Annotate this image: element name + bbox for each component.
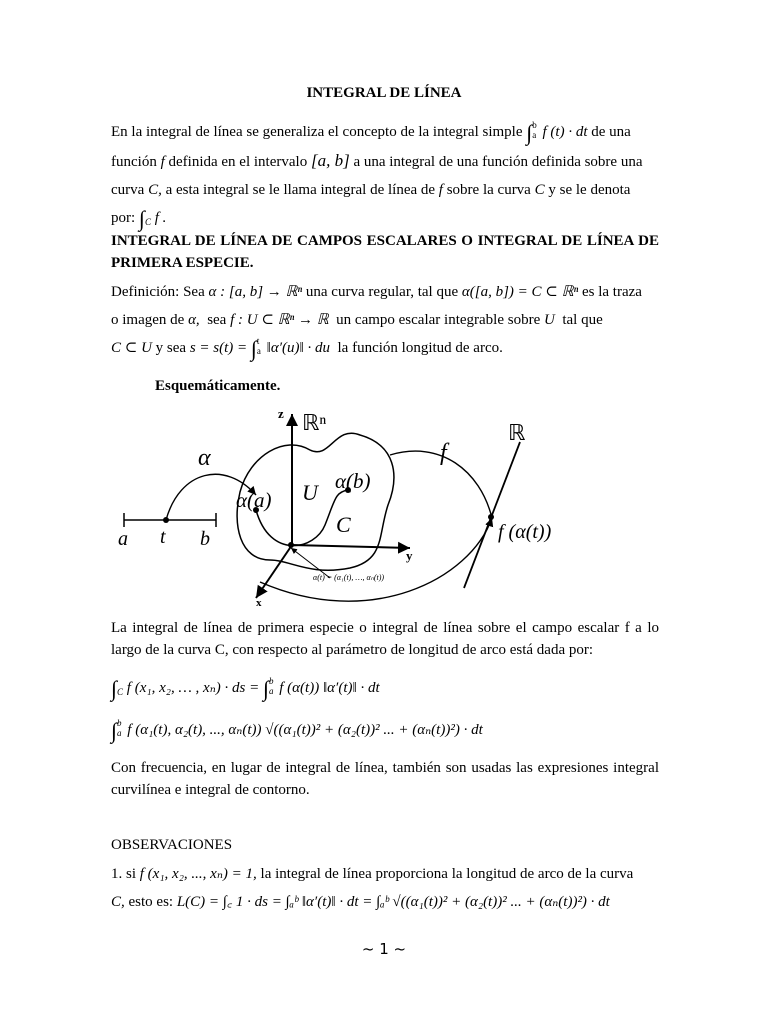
symbol-f: f — [438, 182, 443, 198]
intro-paragraph — [111, 118, 659, 236]
integral-sign: ∫ — [250, 336, 257, 361]
x-axis — [256, 545, 292, 598]
label-f: f — [440, 440, 447, 466]
equation-1-lhs: f (x₁, x₂, … , xₙ) · ds = — [126, 680, 260, 696]
equation-2-body: f (α₁(t), α₂(t), ..., αₙ(t)) √((α₁(t))² + (α₂(t))² ... + (αₙ(t))²) · dt — [127, 722, 483, 738]
y-axis — [292, 545, 410, 548]
label-rn: ℝⁿ — [302, 410, 327, 435]
definition-line-1 — [111, 278, 659, 306]
definition-line-3: C ⊂ U y sea s = s(t) = ∫t a ‖α′(u)‖ · du la función longitud de arco. — [111, 336, 503, 361]
label-alpha-t-def: α(t) = (α₁(t), …, αₙ(t)) — [313, 573, 385, 582]
equation-2: ∫b a f (α₁(t), α₂(t), ..., αₙ(t)) √((α₁(t))² + (α₂(t))² ... + (αₙ(t))²) · dt — [111, 718, 483, 743]
obs-condition: f (x₁, x₂, ..., xₙ) = 1, — [139, 866, 257, 882]
obs-text: la integral de línea proporciona la longitud de arco de la curva — [260, 866, 634, 882]
obs-text: 1. si — [111, 866, 137, 882]
curve-map: α : [a, b] → ℝⁿ — [208, 284, 303, 300]
symbol-C: C, — [111, 894, 125, 910]
schematic-label: Esquemáticamente. — [155, 378, 281, 394]
symbol-f: f — [160, 154, 165, 170]
label-alpha: α — [198, 445, 211, 471]
label-z: z — [278, 406, 284, 421]
obs-text: esto es: — [128, 894, 174, 910]
symbol-C: C, — [148, 182, 162, 198]
f-arrow-lower — [260, 518, 492, 601]
intro-text: curva — [111, 182, 145, 198]
section-heading: INTEGRAL DE LÍNEA DE CAMPOS ESCALARES O INTEGRAL DE LÍNEA DE PRIMERA ESPECIE. — [111, 233, 659, 271]
label-a: a — [118, 528, 128, 550]
interval: [a, b] — [310, 151, 350, 170]
observation-1-line-1 — [111, 860, 659, 888]
integral-sign: ∫ — [526, 120, 533, 145]
page-number: ~ 1 ~ — [361, 940, 407, 958]
intro-text: a una integral de una función definida sobre una — [353, 154, 643, 170]
curve-trace: α([a, b]) = C ⊂ ℝⁿ — [461, 284, 579, 300]
symbol-U: U — [543, 312, 555, 328]
point-alpha-t — [288, 542, 294, 548]
label-b: b — [200, 528, 210, 550]
definition-text: tal que — [562, 312, 603, 328]
label-C: C — [336, 512, 351, 537]
definition-line-2 — [111, 306, 659, 334]
definition-text: Definición: Sea — [111, 284, 205, 300]
label-t: t — [160, 526, 166, 548]
point-f-alpha-t — [488, 514, 494, 520]
intro-text: sobre la curva — [446, 182, 531, 198]
symbol-C: C — [534, 182, 545, 198]
line-integral-notation: f . — [154, 210, 167, 226]
intro-text: y se le denota — [548, 182, 631, 198]
paragraph-2: La integral de línea de primera especie o integral de línea sobre el campo escalar f a lo largo de la curva C, con respecto al parámetro de longitud de arco está dada por: — [111, 620, 659, 658]
page-title: INTEGRAL DE LÍNEA — [306, 85, 462, 101]
intro-text: función — [111, 154, 157, 170]
observation-1 — [111, 860, 659, 916]
scalar-field-map: f : U ⊂ ℝⁿ → ℝ — [230, 312, 329, 328]
label-alpha-b: α(b) — [335, 469, 371, 493]
intro-line-2 — [111, 147, 659, 176]
label-U: U — [302, 480, 318, 505]
definition-text: una curva regular, tal que — [305, 284, 459, 300]
label-y: y — [406, 548, 413, 563]
label-x: x — [256, 597, 262, 609]
definition-text: un campo escalar integrable sobre — [336, 312, 541, 328]
arc-length-equation: L(C) = ∫꜀ 1 · ds = ∫ₐᵇ ‖α′(t)‖ · dt = ∫ₐᵇ √((α₁(t))² + (α₂(t))² ... + (αₙ(t))²) · dt — [176, 894, 610, 910]
definition-text: sea — [207, 312, 227, 328]
label-alpha-a: α(a) — [236, 488, 272, 512]
label-r: ℝ — [508, 420, 526, 445]
definition-text: y sea — [155, 340, 187, 356]
subset-relation: C ⊂ U — [111, 340, 152, 356]
intro-text: definida en el intervalo — [168, 154, 308, 170]
equation-1-rhs: f (α(t)) ‖α′(t)‖ · dt — [279, 680, 380, 696]
definition-paragraph — [111, 278, 659, 363]
paragraph-3: Con frecuencia, en lugar de integral de línea, también son usadas las expresiones integral curvilínea e integral de contorno. — [111, 760, 659, 798]
schematic-diagram — [110, 400, 580, 610]
definition-text: o imagen de — [111, 312, 185, 328]
arc-length-integrand: ‖α′(u)‖ · du — [266, 340, 330, 356]
observation-1-line-2 — [111, 888, 659, 916]
intro-text: de una — [591, 124, 631, 140]
definition-text: es la traza — [581, 284, 642, 300]
equation-1: $\int_C$ f (x₁, x₂, … , xₙ) · ds = ∫b a f (α(t)) ‖α′(t)‖ · dt — [111, 676, 380, 701]
definition-text: la función longitud de arco. — [337, 340, 503, 356]
symbol-alpha: α, — [188, 312, 200, 328]
intro-text: En la integral de línea se generaliza el concepto de la integral simple — [111, 124, 523, 140]
observations-heading: OBSERVACIONES — [111, 837, 233, 853]
simple-integral: f (t) · dt — [542, 124, 588, 140]
label-f-alpha-t: f (α(t)) — [498, 521, 552, 543]
intro-text: por: — [111, 210, 136, 226]
integral-limits: b a — [532, 120, 537, 140]
intro-line-4: por: $\int_C$ f . — [111, 206, 167, 231]
intro-line-3 — [111, 176, 659, 204]
intro-line-1 — [111, 118, 659, 147]
arc-length-lhs: s = s(t) = — [189, 340, 248, 356]
integral-sign: ∫ — [138, 206, 145, 231]
intro-text: a esta integral se le llama integral de línea de — [165, 182, 436, 198]
